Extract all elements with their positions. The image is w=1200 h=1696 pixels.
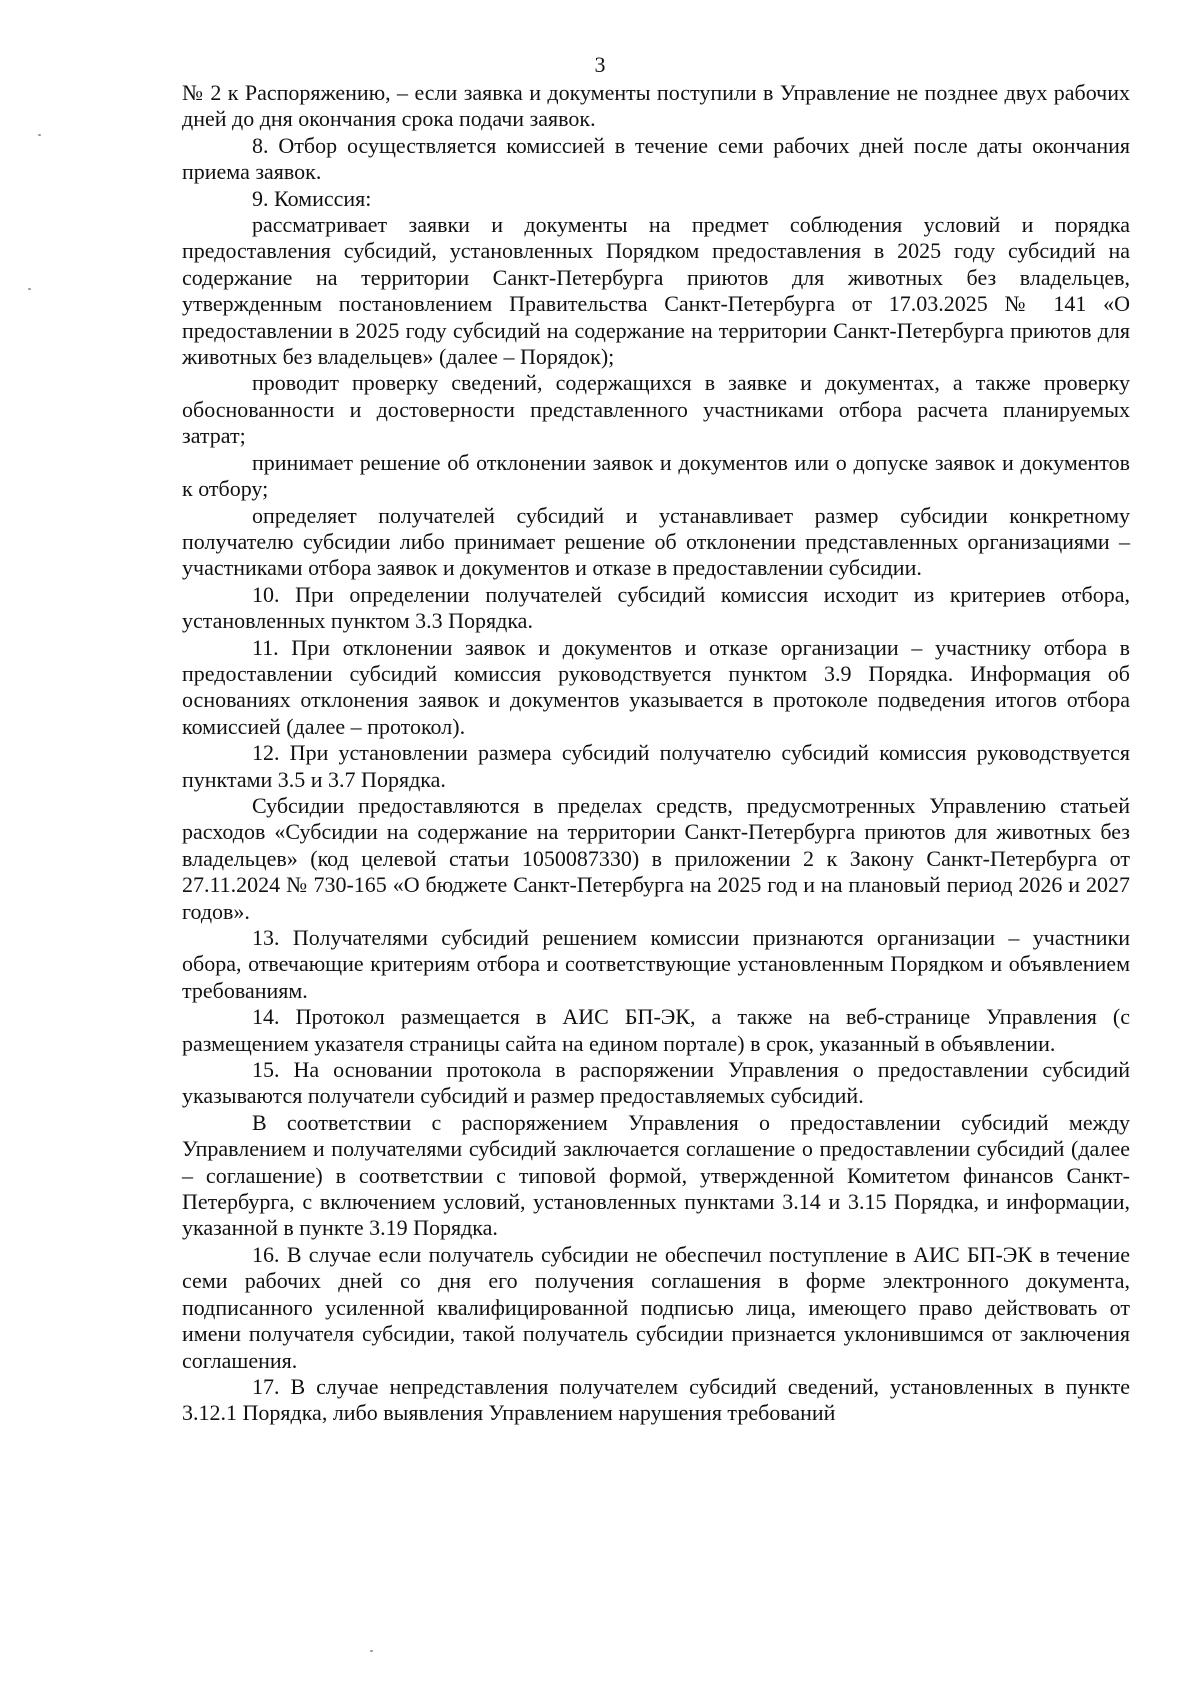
paragraph-item-10: 10. При определении получателей субсидий комиссия исходит из критериев отбора, установленных пунктом 3.3 Порядка.	[182, 581, 1130, 634]
paragraph-item-17: 17. В случае непредставления получателем субсидий сведений, установленных в пункте 3.12.1 Порядка, либо выявления Управлением нарушения требований	[182, 1373, 1130, 1426]
scan-speck	[370, 1650, 373, 1652]
paragraph-item-12: 12. При установлении размера субсидий получателю субсидий комиссия руководствуется пунктами 3.5 и 3.7 Порядка.	[182, 740, 1130, 792]
paragraph-item-16: 16. В случае если получатель субсидии не обеспечил поступление в АИС БП-ЭК в течение семи рабочих дней со дня его получения соглашения в форме электронного документа, подписанного усиленной квалифицированной подписью лица, имеющего право действовать от имени получателя субсидии, такой получатель субсидии признается уклонившимся от заключения соглашения.	[182, 1241, 1130, 1373]
paragraph-item-9-verify: проводит проверку сведений, содержащихся в заявке и документах, а также проверку обоснованности и достоверности представленного участниками отбора расчета планируемых затрат;	[182, 370, 1130, 449]
paragraph-item-9-determine: определяет получателей субсидий и устанавливает размер субсидии конкретному получателю субсидии либо принимает решение об отклонении представленных организациями – участниками отбора заявок и документов и отказе в предоставлении субсидии.	[182, 502, 1130, 581]
paragraph-continuation: № 2 к Распоряжению, – если заявка и документы поступили в Управление не позднее двух рабочих дней до дня окончания срока подачи заявок.	[182, 80, 1130, 132]
paragraph-item-9-decide: принимает решение об отклонении заявок и документов или о допуске заявок и документов к отбору;	[182, 449, 1130, 502]
paragraph-item-9: 9. Комиссия:	[252, 185, 372, 211]
scan-speck	[28, 288, 31, 290]
paragraph-item-12-funding: Субсидии предоставляются в пределах средств, предусмотренных Управлению статьей расходов «Субсидии на содержание на территории Санкт-Петербурга приютов для животных без владельцев» (код целевой статьи 1050087330) в приложении 2 к Закону Санкт-Петербурга от 27.11.2024 № 730-165 «О бюджете Санкт-Петербурга на 2025 год и на плановый период 2026 и 2027 годов».	[182, 792, 1130, 924]
paragraph-item-11: 11. При отклонении заявок и документов и отказе организации – участнику отбора в предоставлении субсидий комиссия руководствуется пунктом 3.9 Порядка. Информация об основаниях отклонения заявок и документов указывается в протоколе подведения итогов отбора комиссией (далее – протокол).	[182, 634, 1130, 739]
paragraph-item-14: 14. Протокол размещается в АИС БП-ЭК, а также на веб-странице Управления (с размещением указателя страницы сайта на едином портале) в срок, указанный в объявлении.	[182, 1004, 1130, 1056]
paragraph-item-15-agreement: В соответствии с распоряжением Управления о предоставлении субсидий между Управлением и получателями субсидий заключается соглашение о предоставлении субсидий (далее – соглашение) в соответствии с типовой формой, утвержденной Комитетом финансов Санкт-Петербурга, с включением условий, установленных пунктами 3.14 и 3.15 Порядка, и информации, указанной в пункте 3.19 Порядка.	[182, 1109, 1130, 1241]
paragraph-item-13: 13. Получателями субсидий решением комиссии признаются организации – участники обора, отвечающие критериям отбора и соответствующие установленным Порядком и объявлением требованиям.	[182, 925, 1130, 1003]
paragraph-item-9-review: рассматривает заявки и документы на предмет соблюдения условий и порядка предоставления субсидий, установленных Порядком предоставления в 2025 году субсидий на содержание на территории Санкт-Петербурга приютов для животных без владельцев, утвержденным постановлением Правительства Санкт-Петербурга от 17.03.2025 № 141 «О предоставлении в 2025 году субсидий на содержание на территории Санкт-Петербурга приютов для животных без владельцев» (далее – Порядок);	[182, 212, 1130, 370]
page-number: 3	[594, 52, 606, 77]
paragraph-item-8: 8. Отбор осуществляется комиссией в течение семи рабочих дней после даты окончания приема заявок.	[182, 132, 1130, 185]
scan-speck	[38, 134, 41, 136]
document-body	[182, 80, 1130, 1427]
paragraph-item-15: 15. На основании протокола в распоряжении Управления о предоставлении субсидий указываются получатели субсидий и размер предоставляемых субсидий.	[182, 1057, 1130, 1109]
